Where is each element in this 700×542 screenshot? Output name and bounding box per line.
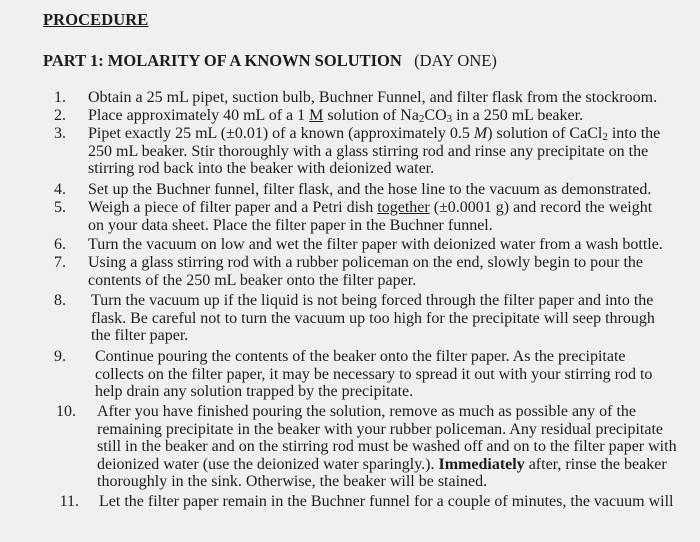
step-line: on your data sheet. Place the filter paper in the Buchner funnel.: [88, 216, 493, 234]
step-line: contents of the 250 mL beaker onto the filter paper.: [88, 271, 417, 289]
text-run: Pipet exactly 25 mL (±0.01) of a known (approximately 0.5: [88, 125, 474, 142]
molar-unit: M: [473, 125, 488, 142]
step-text: [88, 199, 688, 234]
step-line: help drain any solution trapped by the precipitate.: [95, 383, 414, 401]
step-text: [99, 493, 699, 511]
step-text: [88, 236, 688, 254]
step-line: After you have finished pouring the solution, remove as much as possible any of the: [97, 403, 636, 420]
text-run: solution of Na: [323, 107, 419, 124]
step-number: 9.: [54, 348, 66, 365]
step-number: 2.: [54, 107, 66, 124]
text-run: Place approximately 40 mL of a 1: [88, 107, 310, 124]
step-line: collects on the filter paper, it may be necessary to spread it out with your stirring rod to: [95, 365, 653, 383]
step-number: 3.: [54, 125, 66, 142]
step-line: remaining precipitate in the beaker with your rubber policeman. Any residual precipitate: [97, 420, 664, 438]
step-line: Turn the vacuum on low and wet the filter paper with deionized water from a wash bottle.: [88, 236, 663, 253]
step-text: [97, 403, 697, 491]
step-line: [97, 456, 697, 474]
text-run: into the: [607, 125, 661, 142]
step-line: flask. Be careful not to turn the vacuum up too high for the precipitate will seep through: [91, 309, 655, 327]
text-run: Weigh a piece of filter paper and a Petri dish: [88, 199, 378, 216]
step-line: thoroughly in the sink. Otherwise, the beaker will be stained.: [97, 473, 488, 491]
step-number: 11.: [59, 493, 79, 510]
molar-unit: M: [309, 107, 324, 124]
step-line: Obtain a 25 mL pipet, suction bulb, Buchner Funnel, and filter flask from the stockroom.: [88, 89, 658, 106]
step-text: [88, 125, 688, 178]
step-line: [88, 107, 688, 125]
part-title-text: PART 1: MOLARITY OF A KNOWN SOLUTION: [43, 51, 402, 70]
step-line: Continue pouring the contents of the beaker onto the filter paper. As the precipitate: [95, 348, 626, 365]
text-run: CO: [424, 107, 447, 124]
text-run: (±0.0001 g) and record the weight: [429, 199, 653, 216]
emphasis-word: Immediately: [438, 455, 525, 473]
step-line: stirring rod back into the beaker with deionized water.: [88, 160, 435, 178]
part-title: [43, 51, 497, 71]
step-text: [88, 89, 688, 107]
underlined-word: together: [377, 199, 430, 216]
step-text: [95, 348, 695, 401]
step-number: 6.: [54, 236, 66, 253]
step-line: [88, 199, 688, 217]
step-text: [91, 292, 691, 345]
subscript: 2: [418, 113, 425, 125]
step-line: Let the filter paper remain in the Buchner funnel for a couple of minutes, the vacuum will: [99, 493, 674, 510]
step-line: Using a glass stirring rod with a rubber policeman on the end, slowly begin to pour the: [88, 254, 644, 271]
step-line: 250 mL beaker. Stir thoroughly with a glass stirring rod and rinse any precipitate on the: [88, 142, 649, 160]
step-number: 8.: [54, 292, 66, 309]
step-line: Turn the vacuum up if the liquid is not being forced through the filter paper and into the: [91, 292, 654, 309]
subscript: 3: [446, 113, 453, 125]
part-day: (DAY ONE): [414, 51, 497, 70]
step-number: 10.: [56, 403, 76, 420]
step-line: still in the beaker and on the stirring rod must be washed off and on to the filter paper with: [97, 438, 677, 456]
text-run: after, rinse the beaker: [524, 455, 667, 473]
step-line: Set up the Buchner funnel, filter flask, and the hose line to the vacuum as demonstrated.: [88, 181, 652, 198]
subscript: 2: [602, 131, 608, 143]
step-text: [88, 181, 688, 199]
step-text: [88, 254, 688, 289]
procedure-heading: PROCEDURE: [43, 10, 149, 29]
step-number: 5.: [54, 199, 66, 216]
step-line: the filter paper.: [91, 327, 189, 345]
text-run: deionized water (use the deionized water sparingly.).: [97, 455, 439, 473]
text-run: in a 250 mL beaker.: [452, 107, 584, 124]
step-text: [88, 107, 688, 125]
step-line: [88, 125, 688, 143]
step-number: 7.: [54, 254, 66, 271]
step-number: 1.: [54, 89, 66, 106]
step-number: 4.: [54, 181, 66, 198]
text-run: ) solution of CaCl: [487, 125, 603, 142]
